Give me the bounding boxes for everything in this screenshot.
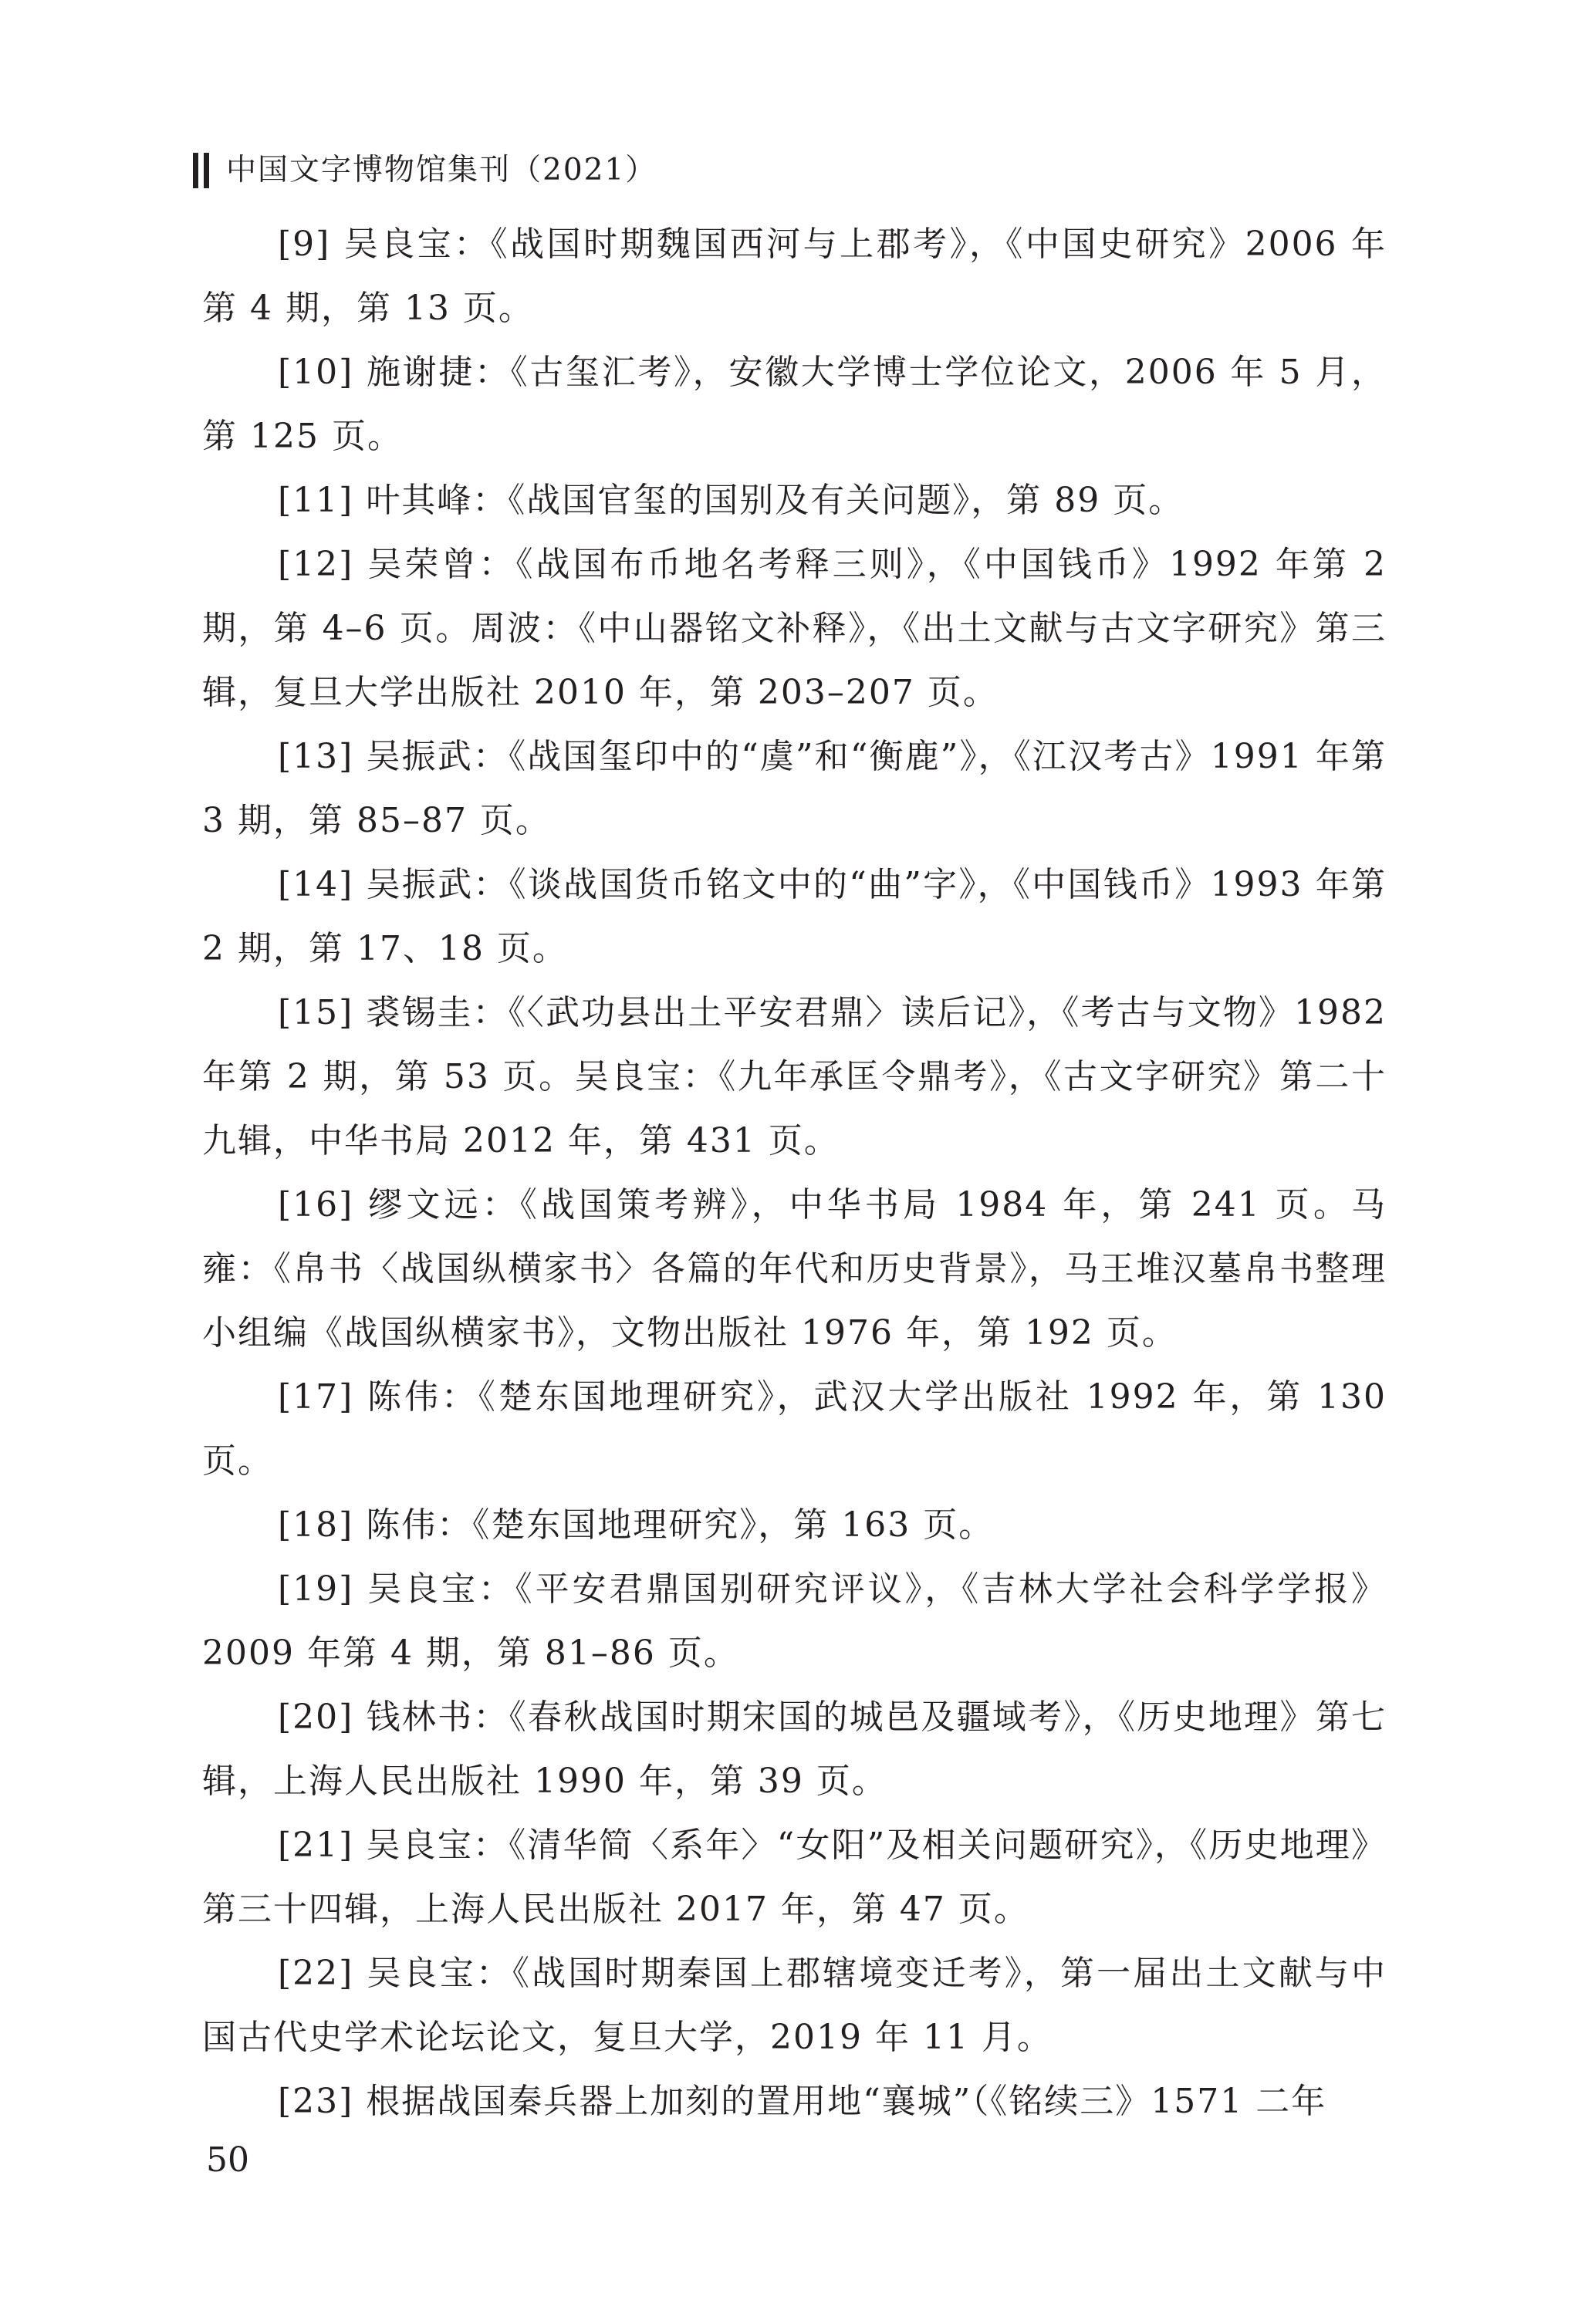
- endnote-15: [15] 裘锡圭：《〈武功县出土平安君鼎〉读后记》，《考古与文物》1982 年第 2 期，第 53 页。吴良宝：《九年承匡令鼎考》，《古文字研究》第二十九辑，中华书局 2012 年，第 431 页。: [202, 993, 1387, 1160]
- endnote-13: [13] 吴振武：《战国玺印中的“虞”和“衡鹿”》，《江汉考古》1991 年第 3 期，第 85–87 页。: [202, 737, 1387, 840]
- endnote-20: [20] 钱林书：《春秋战国时期宋国的城邑及疆域考》，《历史地理》第七辑，上海人民出版社 1990 年，第 39 页。: [202, 1697, 1387, 1801]
- endnote-9: [9] 吴良宝：《战国时期魏国西河与上郡考》，《中国史研究》2006 年第 4 期，第 13 页。: [202, 225, 1387, 328]
- endnote-21: [21] 吴良宝：《清华简〈系年〉“女阳”及相关问题研究》，《历史地理》第三十四辑，上海人民出版社 2017 年，第 47 页。: [202, 1826, 1387, 1929]
- endnote-23: [23] 根据战国秦兵器上加刻的置用地“襄城”（《铭续三》1571 二年: [278, 2082, 1327, 2121]
- endnote-10: [10] 施谢捷：《古玺汇考》，安徽大学博士学位论文，2006 年 5 月，第 125 页。: [202, 353, 1387, 456]
- header-rule: [204, 153, 209, 188]
- endnote-19: [19] 吴良宝：《平安君鼎国别研究评议》，《吉林大学社会科学学报》2009 年第 4 期，第 81–86 页。: [202, 1569, 1387, 1673]
- endnotes: [202, 212, 1387, 2133]
- endnote-16: [16] 缪文远：《战国策考辨》，中华书局 1984 年，第 241 页。马雍：《帛书〈战国纵横家书〉各篇的年代和历史背景》，马王堆汉墓帛书整理小组编《战国纵横家书》，文物出版社 1976 年，第 192 页。: [202, 1185, 1387, 1353]
- header-rule: [193, 153, 198, 188]
- endnote-17: [17] 陈伟：《楚东国地理研究》，武汉大学出版社 1992 年，第 130 页。: [202, 1377, 1387, 1481]
- endnote-12: [12] 吴荣曾：《战国布币地名考释三则》，《中国钱币》1992 年第 2 期，第 4–6 页。周波：《中山器铭文补释》，《出土文献与古文字研究》第三辑，复旦大学出版社 2010 年，第 203–207 页。: [202, 545, 1387, 712]
- page-number: 50: [206, 2140, 249, 2180]
- endnote-11: [11] 叶其峰：《战国官玺的国别及有关问题》，第 89 页。: [278, 481, 1184, 520]
- endnote-14: [14] 吴振武：《谈战国货币铭文中的“曲”字》，《中国钱币》1993 年第 2 期，第 17、18 页。: [202, 865, 1387, 968]
- endnote-22: [22] 吴良宝：《战国时期秦国上郡辖境变迁考》，第一届出土文献与中国古代史学术论坛论文，复旦大学，2019 年 11 月。: [202, 1954, 1387, 2057]
- endnote-18: [18] 陈伟：《楚东国地理研究》，第 163 页。: [278, 1505, 995, 1545]
- journal-title: 中国文字博物馆集刊（2021）: [226, 153, 657, 187]
- running-header: [193, 151, 657, 190]
